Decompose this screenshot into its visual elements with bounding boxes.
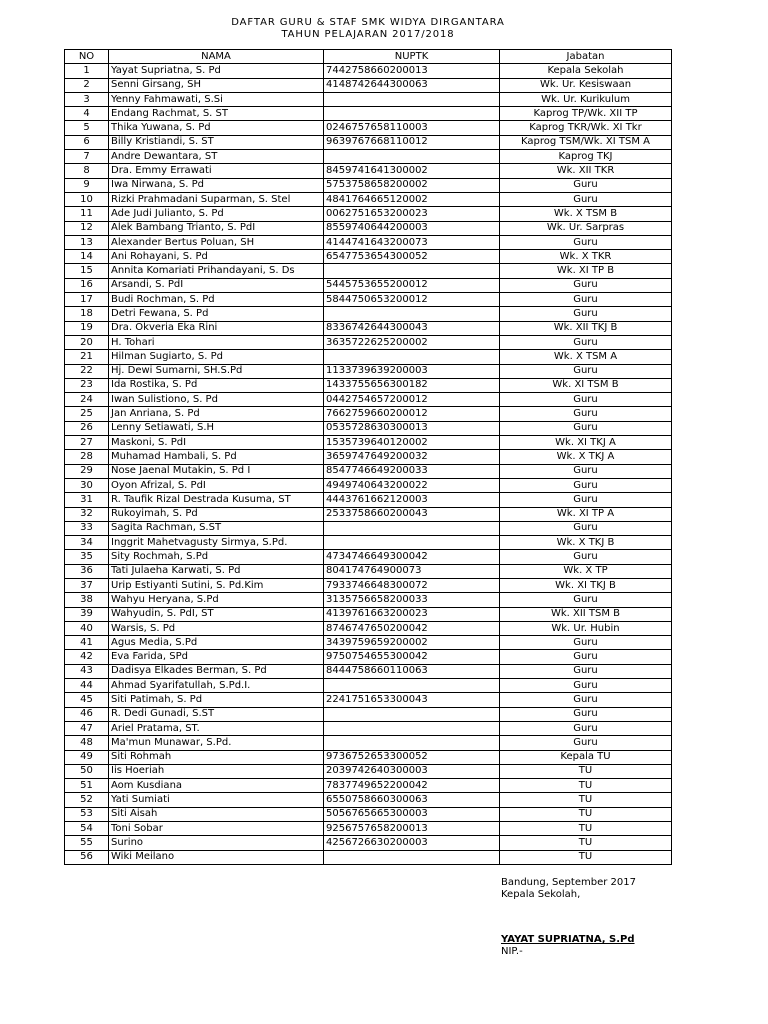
row-number: 15 (65, 264, 109, 278)
staff-position: Wk. XII TKR (500, 164, 672, 178)
staff-position: Wk. Ur. Kurikulum (500, 92, 672, 106)
table-row (65, 92, 672, 106)
row-number: 29 (65, 464, 109, 478)
table-row (65, 121, 672, 135)
staff-position: Wk. X TSM B (500, 207, 672, 221)
table-row (65, 550, 672, 564)
staff-position: Guru (500, 493, 672, 507)
staff-nuptk: 7933746648300072 (324, 578, 500, 592)
table-row (65, 335, 672, 349)
staff-nuptk: 0535728630300013 (324, 421, 500, 435)
staff-nuptk: 3439759659200002 (324, 636, 500, 650)
row-number: 33 (65, 521, 109, 535)
staff-name: Annita Komariati Prihandayani, S. Ds (109, 264, 324, 278)
staff-position: Guru (500, 393, 672, 407)
row-number: 7 (65, 150, 109, 164)
staff-name: Surino (109, 836, 324, 850)
table-row (65, 107, 672, 121)
row-number: 4 (65, 107, 109, 121)
staff-nuptk (324, 107, 500, 121)
table-row (65, 693, 672, 707)
table-row (65, 135, 672, 149)
staff-nuptk (324, 92, 500, 106)
staff-nuptk: 5056765665300003 (324, 807, 500, 821)
staff-nuptk (324, 721, 500, 735)
column-header-nuptk: NUPTK (324, 50, 500, 64)
staff-nuptk (324, 707, 500, 721)
staff-name: H. Tohari (109, 335, 324, 349)
staff-name: Alexander Bertus Poluan, SH (109, 235, 324, 249)
staff-position: TU (500, 779, 672, 793)
row-number: 3 (65, 92, 109, 106)
staff-position: Guru (500, 307, 672, 321)
staff-nuptk: 2241751653300043 (324, 693, 500, 707)
staff-position: TU (500, 836, 672, 850)
staff-position: Guru (500, 664, 672, 678)
row-number: 24 (65, 393, 109, 407)
staff-position: Guru (500, 364, 672, 378)
staff-name: Thika Yuwana, S. Pd (109, 121, 324, 135)
table-row (65, 478, 672, 492)
staff-name: Eva Farida, SPd (109, 650, 324, 664)
staff-name: Urip Estiyanti Sutini, S. Pd.Kim (109, 578, 324, 592)
staff-position: Wk. XII TKJ B (500, 321, 672, 335)
staff-position: TU (500, 850, 672, 864)
staff-name: Yayat Supriatna, S. Pd (109, 64, 324, 78)
row-number: 30 (65, 478, 109, 492)
table-row (65, 278, 672, 292)
row-number: 26 (65, 421, 109, 435)
staff-name: Billy Kristiandi, S. ST (109, 135, 324, 149)
staff-name: Sity Rochmah, S.Pd (109, 550, 324, 564)
row-number: 18 (65, 307, 109, 321)
table-row (65, 850, 672, 864)
staff-nuptk: 1433755656300182 (324, 378, 500, 392)
table-row (65, 307, 672, 321)
staff-name: Arsandi, S. PdI (109, 278, 324, 292)
staff-table-header (65, 50, 672, 64)
staff-position: Wk. XI TP B (500, 264, 672, 278)
table-row (65, 393, 672, 407)
staff-position: Guru (500, 721, 672, 735)
staff-table (64, 49, 672, 865)
staff-name: Detri Fewana, S. Pd (109, 307, 324, 321)
staff-position: Kepala TU (500, 750, 672, 764)
staff-name: Hilman Sugiarto, S. Pd (109, 350, 324, 364)
table-row (65, 822, 672, 836)
table-row (65, 250, 672, 264)
staff-name: Senni Girsang, SH (109, 78, 324, 92)
row-number: 11 (65, 207, 109, 221)
staff-nuptk: 4949740643200022 (324, 478, 500, 492)
staff-position: Guru (500, 235, 672, 249)
row-number: 2 (65, 78, 109, 92)
staff-name: Aom Kusdiana (109, 779, 324, 793)
staff-nuptk: 9750754655300042 (324, 650, 500, 664)
staff-position: Guru (500, 521, 672, 535)
row-number: 25 (65, 407, 109, 421)
row-number: 12 (65, 221, 109, 235)
table-row (65, 521, 672, 535)
staff-name: Iwan Sulistiono, S. Pd (109, 393, 324, 407)
row-number: 38 (65, 593, 109, 607)
row-number: 35 (65, 550, 109, 564)
row-number: 32 (65, 507, 109, 521)
table-row (65, 836, 672, 850)
staff-name: Hj. Dewi Sumarni, SH.S.Pd (109, 364, 324, 378)
row-number: 21 (65, 350, 109, 364)
staff-nuptk (324, 350, 500, 364)
signature-role: Kepala Sekolah, (501, 889, 581, 900)
staff-name: Maskoni, S. PdI (109, 436, 324, 450)
staff-position: Wk. X TKR (500, 250, 672, 264)
table-row (65, 378, 672, 392)
row-number: 31 (65, 493, 109, 507)
header-row (65, 50, 672, 64)
staff-position: Wk. Ur. Sarpras (500, 221, 672, 235)
table-row (65, 164, 672, 178)
staff-position: TU (500, 764, 672, 778)
staff-nuptk: 4148742644300063 (324, 78, 500, 92)
row-number: 34 (65, 536, 109, 550)
staff-name: Andre Dewantara, ST (109, 150, 324, 164)
table-row (65, 578, 672, 592)
staff-name: Warsis, S. Pd (109, 621, 324, 635)
table-row (65, 192, 672, 206)
table-row (65, 450, 672, 464)
table-row (65, 721, 672, 735)
staff-nuptk: 5445753655200012 (324, 278, 500, 292)
staff-nuptk: 0062751653200023 (324, 207, 500, 221)
staff-nuptk: 8459741641300002 (324, 164, 500, 178)
staff-nuptk: 2533758660200043 (324, 507, 500, 521)
staff-name: Tati Julaeha Karwati, S. Pd (109, 564, 324, 578)
row-number: 52 (65, 793, 109, 807)
row-number: 51 (65, 779, 109, 793)
staff-position: TU (500, 822, 672, 836)
table-row (65, 436, 672, 450)
staff-name: Ahmad Syarifatullah, S.Pd.I. (109, 679, 324, 693)
row-number: 23 (65, 378, 109, 392)
staff-nuptk: 3659747649200032 (324, 450, 500, 464)
staff-position: Wk. Ur. Hubin (500, 621, 672, 635)
table-row (65, 636, 672, 650)
row-number: 6 (65, 135, 109, 149)
staff-position: TU (500, 793, 672, 807)
staff-position: TU (500, 807, 672, 821)
row-number: 37 (65, 578, 109, 592)
row-number: 50 (65, 764, 109, 778)
table-row (65, 78, 672, 92)
staff-name: Budi Rochman, S. Pd (109, 293, 324, 307)
staff-nuptk: 1133739639200003 (324, 364, 500, 378)
staff-position: Wk. X TSM A (500, 350, 672, 364)
table-row (65, 321, 672, 335)
table-row (65, 736, 672, 750)
column-header-no: NO (65, 50, 109, 64)
staff-nuptk (324, 536, 500, 550)
staff-nuptk: 7442758660200013 (324, 64, 500, 78)
row-number: 43 (65, 664, 109, 678)
staff-name: Wiki Meilano (109, 850, 324, 864)
staff-position: Guru (500, 650, 672, 664)
table-row (65, 350, 672, 364)
staff-name: R. Taufik Rizal Destrada Kusuma, ST (109, 493, 324, 507)
staff-position: Guru (500, 679, 672, 693)
table-row (65, 536, 672, 550)
staff-position: Guru (500, 478, 672, 492)
table-row (65, 621, 672, 635)
staff-nuptk: 4443761662120003 (324, 493, 500, 507)
table-row (65, 764, 672, 778)
signature-place-date: Bandung, September 2017 (501, 877, 636, 888)
staff-position: Guru (500, 636, 672, 650)
document-subtitle: TAHUN PELAJARAN 2017/2018 (281, 29, 455, 40)
staff-nuptk: 2039742640300003 (324, 764, 500, 778)
row-number: 10 (65, 192, 109, 206)
staff-position: Guru (500, 335, 672, 349)
staff-nuptk (324, 679, 500, 693)
staff-name: Yati Sumiati (109, 793, 324, 807)
staff-nuptk: 0442754657200012 (324, 393, 500, 407)
row-number: 42 (65, 650, 109, 664)
staff-name: Oyon Afrizal, S. PdI (109, 478, 324, 492)
staff-name: Muhamad Hambali, S. Pd (109, 450, 324, 464)
staff-name: Endang Rachmat, S. ST (109, 107, 324, 121)
staff-position: Guru (500, 736, 672, 750)
table-row (65, 421, 672, 435)
table-row (65, 64, 672, 78)
signature-name: YAYAT SUPRIATNA, S.Pd (501, 934, 635, 945)
column-header-nama: NAMA (109, 50, 324, 64)
staff-position: Guru (500, 550, 672, 564)
staff-name: Dra. Okveria Eka Rini (109, 321, 324, 335)
staff-nuptk: 3635722625200002 (324, 335, 500, 349)
table-row (65, 707, 672, 721)
staff-position: Wk. X TP (500, 564, 672, 578)
row-number: 16 (65, 278, 109, 292)
staff-position: Kaprog TKJ (500, 150, 672, 164)
table-row (65, 650, 672, 664)
staff-position: Kaprog TSM/Wk. XI TSM A (500, 135, 672, 149)
table-row (65, 464, 672, 478)
table-row (65, 793, 672, 807)
staff-name: Agus Media, S.Pd (109, 636, 324, 650)
staff-position: Wk. XII TSM B (500, 607, 672, 621)
staff-position: Kaprog TP/Wk. XII TP (500, 107, 672, 121)
document-title: DAFTAR GURU & STAF SMK WIDYA DIRGANTARA (231, 17, 505, 28)
staff-nuptk: 4256726630200003 (324, 836, 500, 850)
staff-nuptk: 8336742644300043 (324, 321, 500, 335)
staff-name: Nose Jaenal Mutakin, S. Pd I (109, 464, 324, 478)
staff-nuptk: 3135756658200033 (324, 593, 500, 607)
staff-nuptk: 6550758660300063 (324, 793, 500, 807)
table-row (65, 493, 672, 507)
row-number: 40 (65, 621, 109, 635)
staff-nuptk: 8559740644200003 (324, 221, 500, 235)
staff-position: Wk. XI TKJ A (500, 436, 672, 450)
staff-position: Kepala Sekolah (500, 64, 672, 78)
staff-nuptk (324, 307, 500, 321)
staff-nuptk: 7662759660200012 (324, 407, 500, 421)
staff-position: Guru (500, 421, 672, 435)
row-number: 19 (65, 321, 109, 335)
column-header-jabatan: Jabatan (500, 50, 672, 64)
staff-name: Ma'mun Munawar, S.Pd. (109, 736, 324, 750)
table-row (65, 807, 672, 821)
table-row (65, 293, 672, 307)
row-number: 8 (65, 164, 109, 178)
staff-nuptk: 9736752653300052 (324, 750, 500, 764)
row-number: 27 (65, 436, 109, 450)
table-row (65, 221, 672, 235)
staff-position: Guru (500, 464, 672, 478)
staff-name: Dadisya Elkades Berman, S. Pd (109, 664, 324, 678)
row-number: 54 (65, 822, 109, 836)
staff-nuptk: 4139761663200023 (324, 607, 500, 621)
staff-nuptk: 4841764665120002 (324, 192, 500, 206)
staff-position: Guru (500, 707, 672, 721)
staff-nuptk: 804174764900073 (324, 564, 500, 578)
staff-nuptk: 7837749652200042 (324, 779, 500, 793)
row-number: 28 (65, 450, 109, 464)
staff-position: Guru (500, 278, 672, 292)
staff-position: Guru (500, 593, 672, 607)
staff-nuptk: 8547746649200033 (324, 464, 500, 478)
staff-name: Ade Judi Julianto, S. Pd (109, 207, 324, 221)
row-number: 56 (65, 850, 109, 864)
staff-position: Wk. XI TP A (500, 507, 672, 521)
staff-name: Sagita Rachman, S.ST (109, 521, 324, 535)
staff-name: Lenny Setiawati, S.H (109, 421, 324, 435)
staff-nuptk (324, 850, 500, 864)
row-number: 1 (65, 64, 109, 78)
staff-nuptk (324, 736, 500, 750)
staff-position: Wk. X TKJ B (500, 536, 672, 550)
row-number: 44 (65, 679, 109, 693)
row-number: 13 (65, 235, 109, 249)
table-row (65, 407, 672, 421)
staff-position: Guru (500, 178, 672, 192)
staff-name: Siti Patimah, S. Pd (109, 693, 324, 707)
table-row (65, 664, 672, 678)
staff-nuptk: 9639767668110012 (324, 135, 500, 149)
table-row (65, 235, 672, 249)
staff-name: Iis Hoeriah (109, 764, 324, 778)
table-row (65, 207, 672, 221)
staff-position: Wk. X TKJ A (500, 450, 672, 464)
row-number: 47 (65, 721, 109, 735)
staff-nuptk: 4734746649300042 (324, 550, 500, 564)
staff-name: Inggrit Mahetvagusty Sirmya, S.Pd. (109, 536, 324, 550)
staff-position: Wk. XI TSM B (500, 378, 672, 392)
staff-position: Wk. XI TKJ B (500, 578, 672, 592)
staff-position: Wk. Ur. Kesiswaan (500, 78, 672, 92)
table-row (65, 264, 672, 278)
staff-nuptk: 0246757658110003 (324, 121, 500, 135)
row-number: 55 (65, 836, 109, 850)
staff-nuptk: 8444758660110063 (324, 664, 500, 678)
staff-name: Iwa Nirwana, S. Pd (109, 178, 324, 192)
staff-position: Guru (500, 693, 672, 707)
staff-position: Guru (500, 293, 672, 307)
table-row (65, 364, 672, 378)
staff-name: Ariel Pratama, ST. (109, 721, 324, 735)
staff-name: Wahyudin, S. PdI, ST (109, 607, 324, 621)
staff-nuptk: 6547753654300052 (324, 250, 500, 264)
table-row (65, 150, 672, 164)
row-number: 14 (65, 250, 109, 264)
table-row (65, 507, 672, 521)
row-number: 41 (65, 636, 109, 650)
staff-name: Jan Anriana, S. Pd (109, 407, 324, 421)
staff-nuptk: 1535739640120002 (324, 436, 500, 450)
staff-name: Rizki Prahmadani Suparman, S. Stel (109, 192, 324, 206)
staff-nuptk: 9256757658200013 (324, 822, 500, 836)
row-number: 46 (65, 707, 109, 721)
row-number: 5 (65, 121, 109, 135)
staff-name: Alek Bambang Trianto, S. PdI (109, 221, 324, 235)
row-number: 22 (65, 364, 109, 378)
staff-name: R. Dedi Gunadi, S.ST (109, 707, 324, 721)
staff-nuptk: 4144741643200073 (324, 235, 500, 249)
staff-position: Guru (500, 192, 672, 206)
staff-nuptk (324, 150, 500, 164)
signature-nip: NIP.- (501, 946, 523, 957)
row-number: 20 (65, 335, 109, 349)
row-number: 17 (65, 293, 109, 307)
staff-name: Toni Sobar (109, 822, 324, 836)
staff-name: Yenny Fahmawati, S.Si (109, 92, 324, 106)
staff-table-body (65, 64, 672, 865)
table-row (65, 750, 672, 764)
table-row (65, 593, 672, 607)
staff-nuptk: 5753758658200002 (324, 178, 500, 192)
staff-name: Siti Aisah (109, 807, 324, 821)
staff-name: Wahyu Heryana, S.Pd (109, 593, 324, 607)
staff-position: Kaprog TKR/Wk. XI Tkr (500, 121, 672, 135)
table-row (65, 564, 672, 578)
row-number: 45 (65, 693, 109, 707)
staff-name: Siti Rohmah (109, 750, 324, 764)
staff-name: Ani Rohayani, S. Pd (109, 250, 324, 264)
staff-nuptk: 5844750653200012 (324, 293, 500, 307)
row-number: 48 (65, 736, 109, 750)
staff-position: Guru (500, 407, 672, 421)
staff-nuptk: 8746747650200042 (324, 621, 500, 635)
table-row (65, 178, 672, 192)
row-number: 39 (65, 607, 109, 621)
staff-name: Ida Rostika, S. Pd (109, 378, 324, 392)
table-row (65, 607, 672, 621)
staff-name: Dra. Emmy Errawati (109, 164, 324, 178)
row-number: 36 (65, 564, 109, 578)
row-number: 53 (65, 807, 109, 821)
staff-nuptk (324, 521, 500, 535)
table-row (65, 779, 672, 793)
row-number: 9 (65, 178, 109, 192)
staff-nuptk (324, 264, 500, 278)
row-number: 49 (65, 750, 109, 764)
staff-name: Rukoyimah, S. Pd (109, 507, 324, 521)
table-row (65, 679, 672, 693)
